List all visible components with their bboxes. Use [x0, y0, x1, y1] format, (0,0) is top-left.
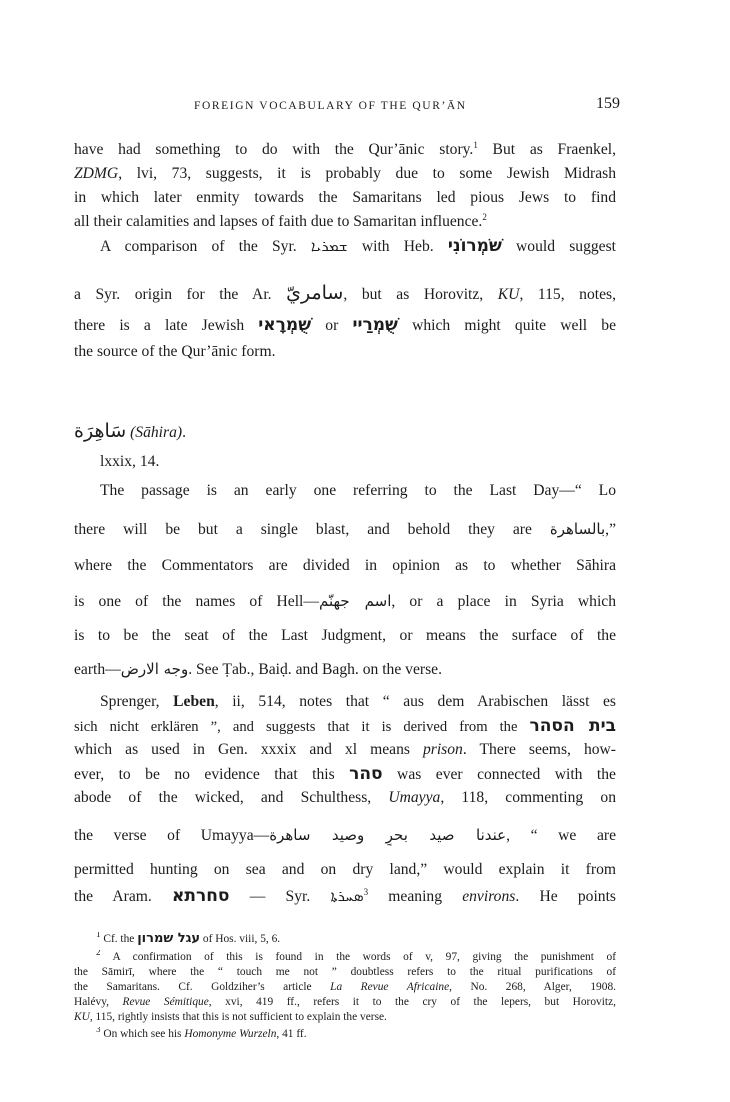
para1-line1: have had something to do with the Qur’ānic story.$^1$ But as Fraenkel, [74, 140, 616, 158]
aramaic-word: סחרתא [172, 886, 230, 906]
para3-line1: The passage is an early one referring to the Last Day—“ Lo [100, 482, 616, 499]
journal-zdmg: ZDMG [74, 165, 119, 182]
hebrew-word: שֻׁמְרָאי [258, 315, 312, 335]
arabic-phrase: اسم جهنّم [318, 592, 392, 610]
para2-line1: A comparison of the Syr. ܫܡܪܝܐ with Heb. שֹׁמְרוֹנִי would suggest [100, 236, 616, 256]
footnote-2-line3: the Samaritans. Cf. Goldziher’s article La Revue Africaine, No. 268, Alger, 1908. [74, 981, 616, 993]
entry-transliteration: (Sāhira) [130, 424, 183, 441]
arabic-phrase: وجه الارض [120, 660, 189, 678]
footnote-ref-1: 1 [473, 140, 478, 150]
para4-line6: the verse of Umayya—عندنا صيد بحرٍ وصيد ساهرة, “ we are [74, 826, 616, 844]
footnote-2-line4: Halévy, Revue Sémitique, xvi, 419 ff., refers it to the cry of the lepers, but Horovitz, [74, 996, 616, 1008]
footnote-1: $^1$ Cf. the עגל שמרון of Hos. viii, 5, 6. [96, 932, 281, 946]
footnote-ref-2: 2 [482, 212, 487, 222]
arabic-word: سامريّ [286, 283, 344, 304]
para1-line3: in which later enmity towards the Samaritans led pious Jews to find [74, 189, 616, 206]
arabic-word: بالساهرة [549, 520, 606, 538]
syriac-word: ܣܚܪܬܐ [330, 887, 364, 905]
para3-line2: there will be but a single blast, and behold they are بالساهرة,” [74, 520, 616, 538]
author-work: Leben [173, 693, 215, 710]
syriac-word: ܫܡܪܝܐ [310, 237, 348, 255]
hebrew-phrase: בית הסהר [529, 716, 616, 736]
para4-line2: sich nicht erklären ”, and suggests that it is derived from the בית הסהר [74, 716, 616, 736]
hebrew-phrase: עגל שמרון [137, 932, 201, 946]
para4-line4: ever, to be no evidence that this סהר was ever connected with the [74, 764, 616, 784]
arabic-verse: عندنا صيد بحرٍ وصيد ساهرة [269, 826, 507, 844]
entry-arabic: سَاهِرَة [74, 420, 127, 442]
para3-line4: is one of the names of Hell—اسم جهنّم, or a place in Syria which [74, 592, 616, 610]
para2-line3: there is a late Jewish שֻׁמְרָאי or שֻׁמְרַיי which might quite well be [74, 315, 616, 335]
footnote-3: $^3$ On which see his Homonyme Wurzeln, 41 ff. [96, 1027, 307, 1040]
para3-line3: where the Commentators are divided in opinion as to whether Sāhira [74, 557, 616, 574]
para1-line4: all their calamities and lapses of faith due to Samaritan influence.$^2$ [74, 212, 487, 230]
para4-line5: abode of the wicked, and Schulthess, Umayya, 118, commenting on [74, 789, 616, 806]
para3-line5: is to be the seat of the Last Judgment, or means the surface of the [74, 627, 616, 644]
footnote-2-line5: KU, 115, rightly insists that this is not sufficient to explain the verse. [74, 1011, 387, 1023]
para4-line8: the Aram. סחרתא — Syr. ܣܚܪܬܐ$^3$ meaning environs. He points [74, 886, 616, 906]
hebrew-word: סהר [349, 764, 383, 784]
running-head: FOREIGN VOCABULARY OF THE QUR’ĀN [194, 100, 467, 112]
footnote-2-line1: $^2$ A confirmation of this is found in the words of v, 97, giving the punishment of [96, 950, 616, 963]
para4-line7: permitted hunting on sea and on dry land,” would explain it from [74, 861, 616, 878]
footnote-ref-3: 3 [363, 886, 369, 897]
hebrew-word: שֹׁמְרוֹנִי [447, 236, 502, 256]
para4-line1: Sprenger, Leben, ii, 514, notes that “ aus dem Arabischen lässt es [100, 693, 616, 710]
para3-line6: earth—وجه الارض. See Ṭab., Baiḍ. and Bagh. on the verse. [74, 660, 442, 678]
para2-line4: the source of the Qur’ānic form. [74, 343, 276, 360]
hebrew-word: שֻׁמְרַיי [352, 315, 398, 335]
page-header [74, 95, 620, 118]
para1-line2: ZDMG, lvi, 73, suggests, it is probably due to some Jewish Midrash [74, 165, 616, 182]
para4-line3: which as used in Gen. xxxix and xl means prison. There seems, how- [74, 741, 616, 758]
para2-line2: a Syr. origin for the Ar. سامريّ, but as Horovitz, KU, 115, notes, [74, 283, 616, 304]
entry-heading: سَاهِرَة (Sāhira). [74, 420, 186, 442]
entry-reference: lxxix, 14. [100, 453, 160, 470]
page-number: 159 [596, 95, 620, 112]
footnote-2-line2: the Sāmirī, where the “ touch me not ” doubtless refers to the ritual purifications of [74, 966, 616, 978]
